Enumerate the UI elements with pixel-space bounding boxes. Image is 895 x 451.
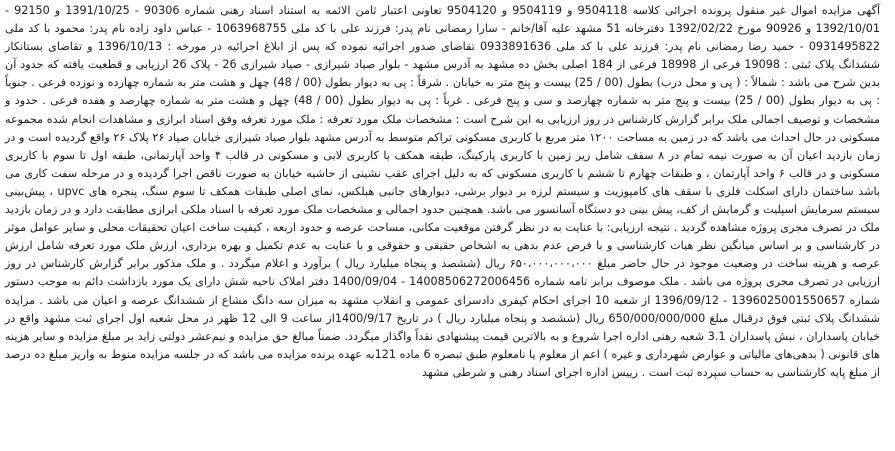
notice-body-text: آگهی مزایده اموال غیر منقول پرونده اجرائی کلاسه 9504118 و 9504119 و 9504120 تعاونی اعتبار ثامن الائمه به استناد اسناد رهنی شماره 90306 - 1391/10/25 و 92150 - 1392/10/01 و 90926 مورخ 1392/02/22 دفترخانه 51 مشهد علیه آقا/خانم - سارا رمضانی نام پدر: فرزند علی با کد ملی 1063968755 - عباس داود زاده نام پدر: محمود با کد ملی 0931495822 - حمید رضا رمضانی نام پدر: فرزند علی با کد ملی 0933891636 تقاضای صدور اجرائیه نموده که پس از ابلاغ اجرائیه در مورخه : 1396/10/13 و تقاضای بستانکار ششدانگ پلاک ثبتی : 19098 فرعی از 18998 فرعی از 184 اصلی بخش ده مشهد به آدرس مشهد - بلوار صیاد شیرازی - صیاد شیرازی 26 - پلاک 26 ارزیابی و قطعیت یافته که حدود آن بدین شرح می باشد : شمالاً : ( پی و محل درب) بطول (00 / 25) بیست و پنج متر به خیابان . شرقاً : پی به دیوار بطول (00 / 48) چهل و هشت متر به شماره چهارده و نوزده فرعی . جنوباً : پی به دیوار بطول (00 / 25) بیست و پنج متر به شماره چهارصد و سی و پنج فرعی . غرباً : پی به دیوار بطول (00 / 48) چهل و هشت متر به شماره چهارصد و هفده فرعی . حدود و مشخصات و توصیف اجمالی ملک برابر گزارش کارشناس در روز ارزیابی به این شرح است : مشخصات ملک مورد تعرفه : ملک مورد تعرفه وفق اسناد ابرازی و مشاهدات انجام شده مجموعه مسکونی در حال احداث می باشد که در زمین به مساحت ۱۲۰۰ متر مربع با کاربری مسکونی تراکم متوسط به آدرس مشهد بلوار صیاد شیرازی خیابان صیاد ۲۶ پلاک ۲۶ واقع گردیده است و در زمان بازدید اعیان آن به صورت نیمه تمام در ۸ سقف شامل زیر زمین با کاربری پارکینگ، طبقه همکف با کاربری لابی و مسکونی در قالب ۴ واحد آپارتمانی، طبقه اول تا سوم با کاربری مسکونی و در قالب ۶ واحد آپارتمان ، و طبقات چهارم تا ششم با کاربری مسکونی که به دلیل اجرای عقب نشینی از حاشیه خیابان به صورت ناقص اجرا گردیده و در مرحله سفت کاری می باشد ساختمان دارای اسکلت فلزی با سقف های کامپوزیت و سیستم لرزه بر دیوار برشی، دیوارهای جانبی هبلکس، نمای اصلی طبقات همکف تا سوم سنگ، پنجره های upvc ، پیش‌بینی سیستم سرمایش اسپلیت و گرمایش از کف، پیش بینی دو دستگاه آسانسور می باشد. همچنین حدود اجمالی و مشخصات ملک مورد تعرفه با اسناد ملکی ابرازی مطابقت دارد و در زمان بازدید ملک در تصرف مجری پروژه مشاهده گردید . نتیجه ارزیابی: با عنایت به در نظر گرفتن موقعیت مکانی، مساحت عرصه و حدود اربعه ، کیفیت ساخت اعیان تحقیقات محلی و سایر عوامل موثر در کارشناسی و بر اساس میانگین نظر هیات کارشناسی و با فرض عدم بدهی به اشخاص حقیقی و حقوقی و با عنایت به عدم تکمیل و بهره برداری، ارزش ملک مورد تعرفه شامل ارزش عرصه و هزینه ساخت در وضعیت موجود در حال حاضر مبلغ ۶۵۰،۰۰۰،۰۰۰،۰۰۰ ریال (ششصد و پنجاه میلیارد ریال ) برآورد و اعلام میگردد . و ملک مذکور برابر گزارش کارشناس در روز ارزیابی در تصرف مجری پروژه می باشد . ملک موصوف برابر نامه شماره 14008506272006456 - 1400/09/04 دفتر املاک ناحیه شش دارای یک مورد بازداشت دائم به موجب دستور شماره 1396025001550657 - 1396/09/12 از شعبه 10 اجرای احکام کیفری دادسرای عمومی و انقلاب مشهد به میزان سه دانگ مشاع از ششدانگ عرصه و اعیان می باشد . مزایده ششدانگ پلاک ثبتی فوق درقبال مبلغ 650/000/000/000 ریال (ششصد و پنجاه میلیارد ریال ) در تاریخ 1400/9/17از ساعت 9 الی 12 ظهر در محل شعبه اول اجرای ثبت مشهد واقع در خیابان پاسداران ، نبش پاسداران 3.1 شعبه رهنی اداره اجرا شروع و به بالاترین قیمت پیشنهادی نقداً واگذار میگردد. ضمناً مبالغ حق مزایده و نیم‌عشر دولتی زاید بر مبلغ مزایده و سایر هزینه های قانونی ( بدهی‌های مالیاتی و عوارض شهرداری و غیره ) اعم از معلوم یا نامعلوم طبق تبصره 6 ماده 121به عهده برنده مزایده می باشد که در جلسه مزایده منوط به واریز مبلغ ده درصد از مبلغ پایه کارشناسی به حساب سپرده ثبت است . رییس اداره اجرای اسناد رهنی و شرطی مشهد xyxy=(4,4,881,379)
